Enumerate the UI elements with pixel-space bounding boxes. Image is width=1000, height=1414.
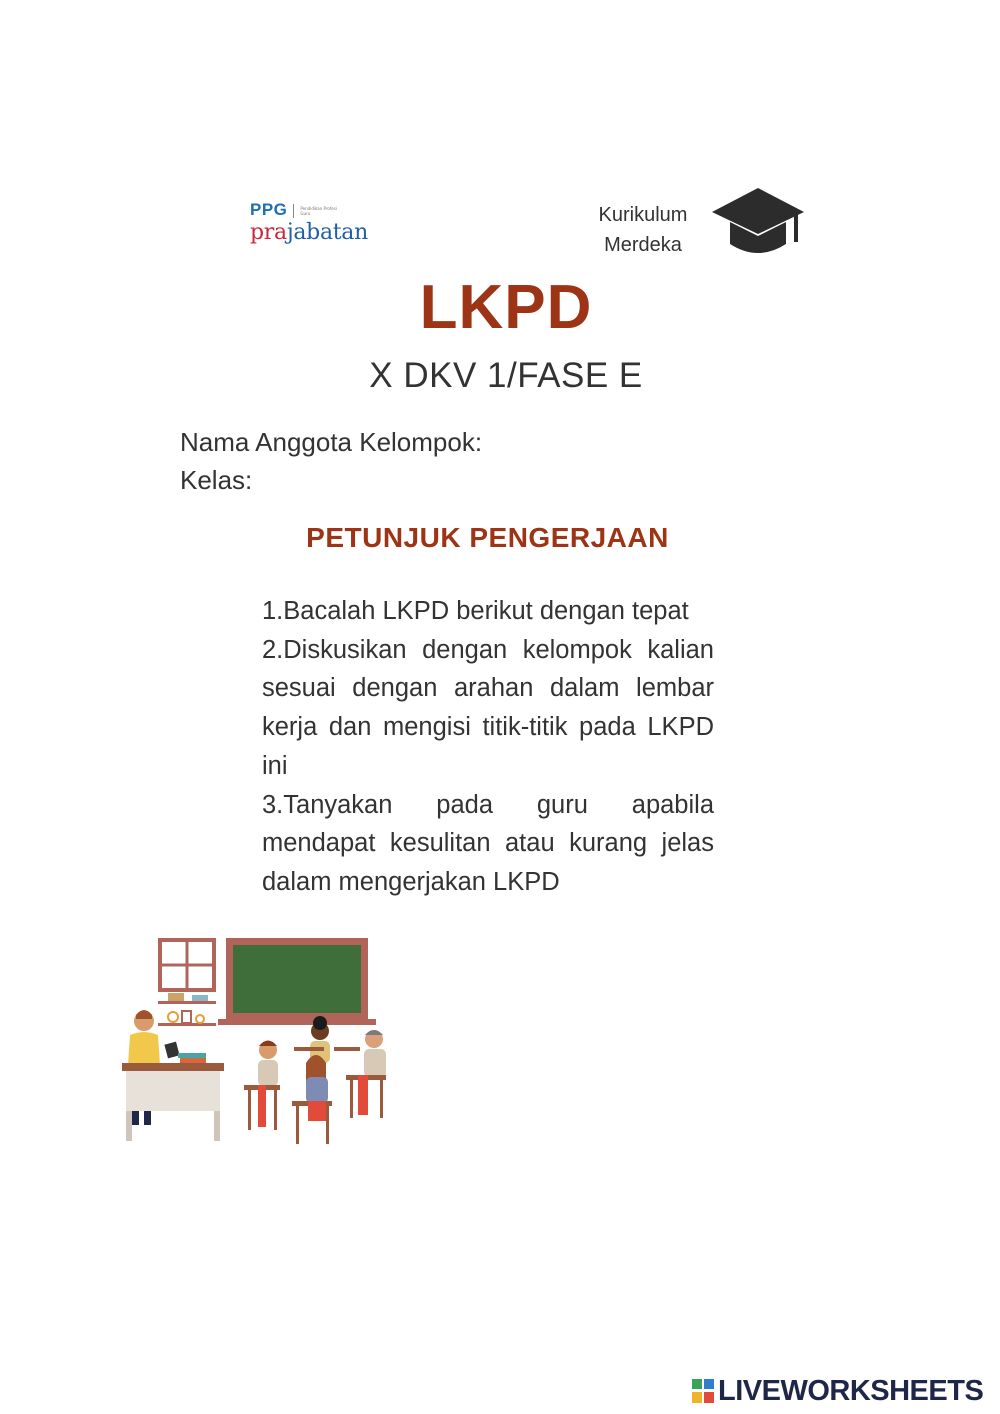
page-title: LKPD (419, 273, 593, 342)
prajabatan-wordmark: prajabatan (250, 220, 368, 245)
ppg-logo-text: PPG (250, 200, 288, 219)
liveworksheets-wordmark: LIVEWORKSHEETS (718, 1375, 984, 1407)
class-label: Kelas: (180, 465, 253, 495)
instructions-heading: PETUNJUK PENGERJAAN (306, 522, 669, 553)
liveworksheets-logo-icon (692, 1379, 714, 1403)
instruction-item: 2.Diskusikan dengan kelompok kalian sesuai dengan arahan dalam lembar kerja dan mengisi titik-titik pada LKPD ini (262, 635, 714, 780)
instruction-item: 3.Tanyakan pada guru apabila mendapat kesulitan atau kurang jelas dalam mengerjakan LKPD (262, 790, 714, 896)
ppg-prajabatan-logo (250, 200, 390, 252)
instruction-item: 1.Bacalah LKPD berikut dengan tepat (262, 597, 689, 625)
graduation-cap-icon (712, 188, 804, 258)
class-phase-subtitle: X DKV 1/FASE E (369, 356, 643, 395)
ppg-logo-subtext: Pendidikan Profesi Guru (300, 205, 337, 216)
classroom-illustration (118, 935, 403, 1150)
group-members-label: Nama Anggota Kelompok: (180, 427, 483, 457)
liveworksheets-footer (692, 1374, 992, 1408)
instructions-list (262, 592, 714, 902)
kurikulum-merdeka-label: Kurikulum Merdeka (598, 204, 688, 256)
